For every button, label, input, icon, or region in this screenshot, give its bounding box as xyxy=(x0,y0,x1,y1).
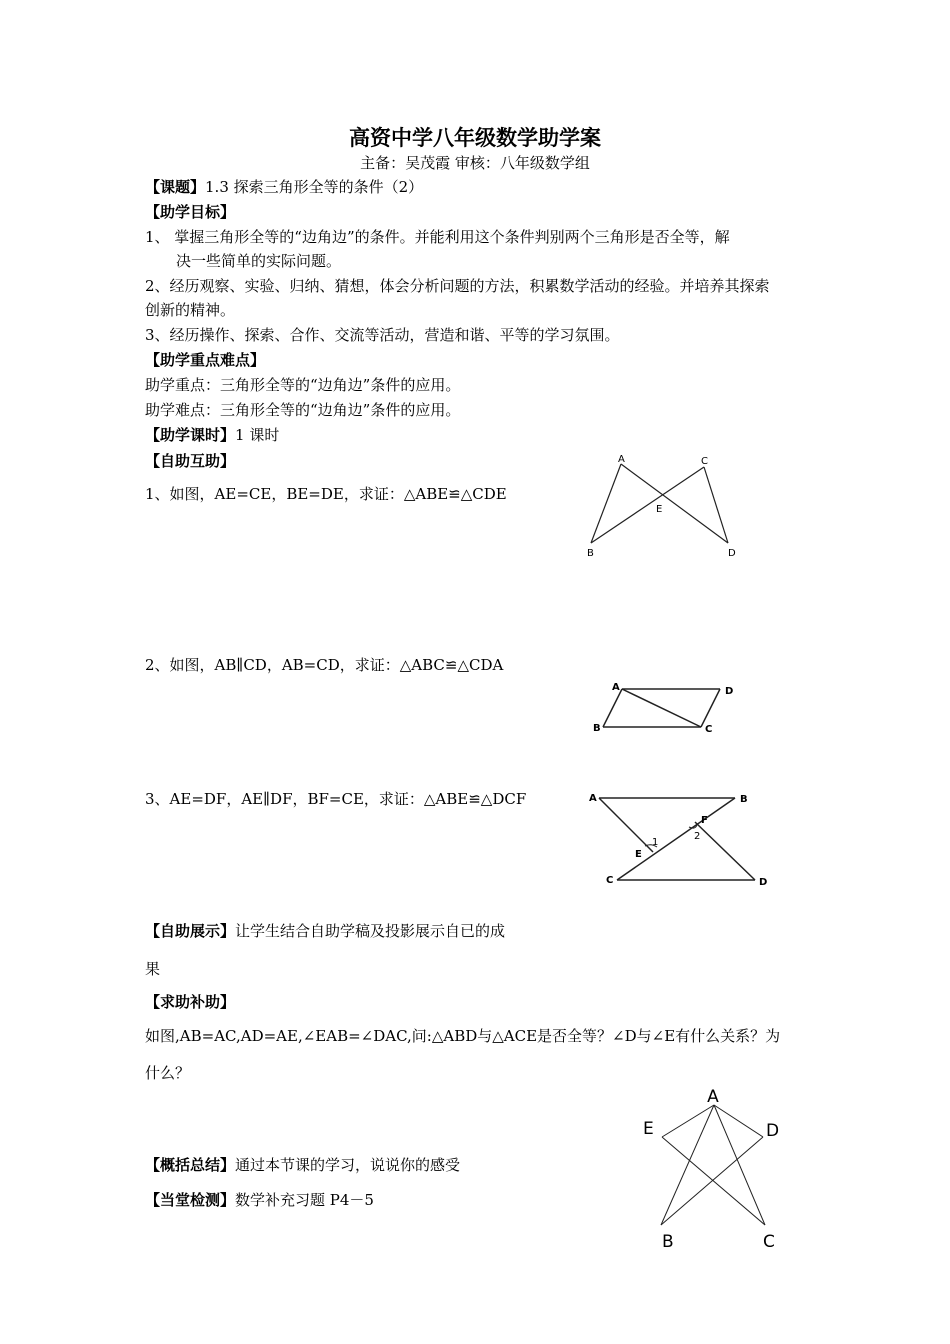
lesson-heading: 【课题】 xyxy=(145,178,206,196)
period-heading: 【助学课时】 xyxy=(145,426,236,444)
goal-2-line-1: 2、经历观察、实验、归纳、猜想，体会分析问题的方法，积累数学活动的经验。并培养其探索 xyxy=(145,277,770,295)
question-3: 3、AE=DF，AE∥DF，BF=CE，求证：△ABE≌△DCF xyxy=(145,790,527,808)
fig4-label-b: B xyxy=(662,1232,674,1252)
fig1-label-d: D xyxy=(728,548,736,559)
fig3-label-d: D xyxy=(759,877,768,888)
question-1: 1、如图，AE=CE，BE=DE，求证：△ABE≌△CDE xyxy=(145,485,507,503)
goal-1-line-2: 决一些简单的实际问题。 xyxy=(176,252,342,270)
period-text: 1 课时 xyxy=(235,426,280,444)
display-text-2: 果 xyxy=(145,960,161,978)
fig1-label-b: B xyxy=(587,548,594,559)
summary-heading: 【概括总结】 xyxy=(145,1156,236,1174)
fig3-label-b: B xyxy=(740,794,748,805)
lesson-line xyxy=(145,176,423,198)
fig3-label-c: C xyxy=(606,875,614,886)
fig1-label-e: E xyxy=(656,504,663,515)
fig3-label-a: A xyxy=(589,793,597,804)
fig2-label-a: A xyxy=(612,682,620,693)
summary-line xyxy=(145,1154,460,1176)
key-difficulty: 助学难点：三角形全等的“边角边”条件的应用。 xyxy=(145,401,461,419)
fig4-label-a: A xyxy=(707,1087,719,1107)
page-subtitle: 主备：吴茂霞 审核：八年级数学组 xyxy=(360,154,590,172)
fig1-label-c: C xyxy=(701,456,708,467)
fig3-angle-2: 2 xyxy=(694,831,701,842)
fig4-label-e: E xyxy=(643,1119,654,1139)
goals-heading: 【助学目标】 xyxy=(145,203,236,221)
fig3-angle-1: 1 xyxy=(652,837,659,848)
fig3-label-e: E xyxy=(635,849,642,860)
seek-help-line-1: 如图,AB=AC,AD=AE,∠EAB=∠DAC,问:△ABD与△ACE是否全等？∠D与∠E有什么关系？为 xyxy=(145,1027,781,1045)
fig2-label-b: B xyxy=(593,723,601,734)
lesson-text: 1.3 探索三角形全等的条件（2） xyxy=(205,178,424,196)
key-focus: 助学重点：三角形全等的“边角边”条件的应用。 xyxy=(145,376,461,394)
display-text: 让学生结合自助学稿及投影展示自已的成 xyxy=(235,922,506,940)
goal-2-line-2: 创新的精神。 xyxy=(145,301,236,319)
goal-1-line-1: 1、 掌握三角形全等的“边角边”的条件。并能利用这个条件判别两个三角形是否全等，解 xyxy=(145,228,730,246)
figure-3 xyxy=(585,785,785,895)
summary-text: 通过本节课的学习，说说你的感受 xyxy=(235,1156,461,1174)
fig4-label-d: D xyxy=(766,1121,780,1141)
self-help-heading: 【自助互助】 xyxy=(145,452,236,470)
key-points-heading: 【助学重点难点】 xyxy=(145,351,266,369)
fig2-label-d: D xyxy=(725,686,734,697)
fig3-label-f: F xyxy=(701,815,708,826)
figure-4 xyxy=(630,1080,790,1255)
seek-help-heading: 【求助补助】 xyxy=(145,993,236,1011)
page-title: 高资中学八年级数学助学案 xyxy=(349,125,601,150)
question-2: 2、如图，AB∥CD，AB=CD，求证：△ABC≌△CDA xyxy=(145,656,504,674)
fig2-label-c: C xyxy=(705,724,713,735)
figure-2 xyxy=(585,675,745,740)
figure-1 xyxy=(580,445,750,565)
display-heading: 【自助展示】 xyxy=(145,922,236,940)
fig1-label-a: A xyxy=(618,454,625,465)
check-heading: 【当堂检测】 xyxy=(145,1191,236,1209)
display-line xyxy=(145,920,505,942)
period-line xyxy=(145,424,279,446)
fig4-label-c: C xyxy=(763,1232,775,1252)
check-text: 数学补充习题 P4－5 xyxy=(235,1191,374,1209)
goal-3: 3、经历操作、探索、合作、交流等活动，营造和谐、平等的学习氛围。 xyxy=(145,326,620,344)
seek-help-line-2: 什么？ xyxy=(145,1064,191,1082)
check-line xyxy=(145,1189,374,1211)
